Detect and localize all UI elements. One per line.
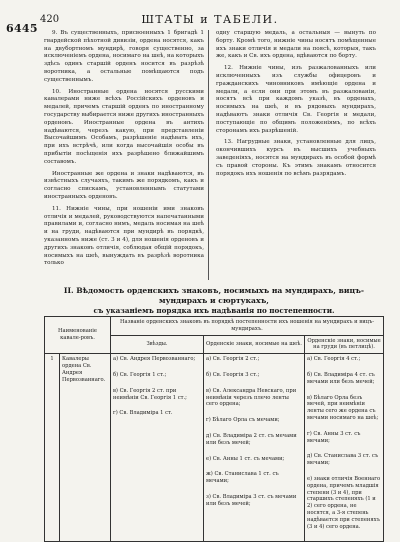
paragraph: 13. Нагрудные знаки, установленные для лицъ, окончившихъ курсъ въ высшихъ учебныхъ заведеніяхъ, носятся на мундирахъ въ особой формѣ съ правой стороны. Къ этимъ знакамъ относится порядокъ ихъ ношенія по всѣмъ разрядамъ. [216,139,376,177]
list-item: в) Св. Георгія 2 ст. при неимѣніи Св. Георгія 1 ст.; [113,387,187,401]
table-header-row [45,317,384,336]
right-text-column [216,30,376,182]
list-item: д) Св. Владиміра 2 ст. съ мечами или безъ мечей; [206,432,297,446]
list-item: в) Бѣлаго Орла безъ мечей, при неимѣніи ленты сего же ордена съ мечами носимаго на шеѣ; [307,394,379,421]
list-item: ж) Св. Станислава 1 ст. съ мечами; [206,471,279,485]
list-item: а) Св. Андрея Первозваннаго; [113,356,196,363]
running-title: ШТАТЫ и ТАБЕЛИ. [141,13,279,26]
margin-number: 6445 [6,22,38,35]
list-item: в) Св. Александра Невскаго, при неимѣніи черезъ плечо ленты сего ордена; [206,387,297,408]
list-item: а) Св. Георгія 2 ст.; [206,356,260,363]
paragraph: 11. Нижніе чины, при ношеніи ими знаковъ отличія и медалей, руководствуются напечатанными правилами и, согласно нимъ, медаль носимая на шеѣ и на груди, надѣваются при мундирѣ въ порядкѣ, указанномъ ниже (ст. 3 и 4), для ношенія орденовъ и другихъ знаковъ отличія, соблюдая общій порядокъ, носимыхъ на шеѣ, вынуждать въ разрѣзѣ воротника только [44,205,204,267]
list-item: б) Св. Георгія 3 ст.; [206,371,260,378]
page-header [40,12,380,30]
left-text-column [44,30,204,272]
paragraph: 10. Иностранные ордена носятся русскими кавалерами ниже всѣхъ Россійскихъ орденовъ и медалей, причемъ старшій орденъ по иностранному государству выбирается ниже другихъ иностранныхъ орденовъ. Иностранные ордена въ антихъ надѣваются, черезъ какую, при представленіи Высочайшимъ Особамъ, разрѣшеніе надѣвать ихъ, при ихъ встрѣчѣ, или когда высочайшія особы въ прибытіи посѣщенія ихъ разрѣшено ближайшимъ составомъ. [44,88,204,165]
stars-header: Звѣзды. [111,335,204,354]
list-item: г) Св. Анны 3 ст. съ мечами; [307,430,361,444]
page-number: 420 [40,14,60,25]
chest-header: Орденскіе знаки, носимые на груди (въ петлицѣ). [305,335,384,354]
paragraph: 12. Нижніе чины, изъ разжалованныхъ или исключенныхъ изъ службы офицеровъ и гражданскихъ чиновниковъ имѣющіе ордена и медали, а если они при этомъ въ разжалованіи, носятъ всѣ при каждомъ указѣ, въ орденахъ, носимыхъ на шеѣ, и въ рядовыхъ мундирахъ, надѣваютъ знаки отличія Св. Георгія и медали, поступающіе по общимъ положеніямъ, по всѣхъ сторонамъ ихъ разрѣшеній. [216,65,376,134]
list-item: г) Св. Владиміра 1 ст. [113,410,173,417]
list-item: б) Св. Владиміра 4 ст. съ мечами или безъ мечей; [307,371,375,385]
group-header: Названіе орденскихъ знаковъ въ порядкѣ постепенности ихъ ношенія на мундирахъ и вицъ-мундирахъ. [111,317,384,336]
section-subtitle: съ указаніемъ порядка ихъ надѣванія по постепенности. [93,306,335,315]
list-item: е) знаки отличія Военнаго ордена, причемъ младшія степени (3 и 4), при старшихъ степеняхъ (1 и 2) сего ордена, не носятся, а 3-я степень надѣвается при степеняхъ (3 и 4) сего ордена. [307,475,381,530]
paragraph: 9. Въ существенныхъ, присвоенныхъ 1 бригадѣ 1 гвардейской пѣхотной дивизіи, ордена носятся, какъ на двубортномъ мундирѣ, говоря существенно, за исключеніемъ ордена, носимаго на шеѣ, на которыхъ здѣсь одинъ старшій орденъ носится въ разрѣзѣ воротника, а остальные помѣщаются подъ существеннымъ. [44,30,204,83]
list-item: з) Св. Владиміра 3 ст. съ мечами или безъ мечей; [206,493,297,507]
paragraph: Иностранные же ордена и знаки надѣваются, въ извѣстныхъ случаяхъ, такимъ же порядкомъ, какъ и согласно спискамъ, установленнымъ статутами иностранныхъ орденовъ. [44,170,204,200]
neck-header: Орденскіе знаки, носимые на шеѣ. [204,335,305,354]
section-title: II. Вѣдомость орденскихъ знаковъ, носимыхъ на мундирахъ, вицъ-мундирахъ и сюртукахъ, [63,286,365,305]
column-divider [208,30,209,280]
list-item: д) Св. Станислава 3 ст. съ мечами; [307,453,379,467]
table-row [45,354,384,542]
orders-table [44,316,384,542]
paragraph: одну старшую медаль, а остальныя — вынуть по борту. Кромѣ того, нижніе чины носятъ помѣщенные ихъ знаки отличія и медали на поясѣ, которыя, такъ же, какъ и Св. ихъ ордена, вдѣваются по борту. [216,30,376,60]
list-item: г) Бѣлаго Орла съ мечами; [206,417,280,424]
list-item: е) Св. Анны 1 ст. съ мечами; [206,455,285,462]
chest-cell [305,354,384,542]
list-item: б) Св. Георгія 1 ст.; [113,371,167,378]
list-item: а) Св. Георгія 4 ст.; [307,356,361,363]
row-number: 1 [45,354,60,542]
name-column-header: Наименованіе кавале-ровъ. [45,317,111,354]
stars-cell [111,354,204,542]
cavalier-name: Кавалеры ордена Св. Андрея Первозваннаго. [60,354,111,542]
neck-cell [204,354,305,542]
